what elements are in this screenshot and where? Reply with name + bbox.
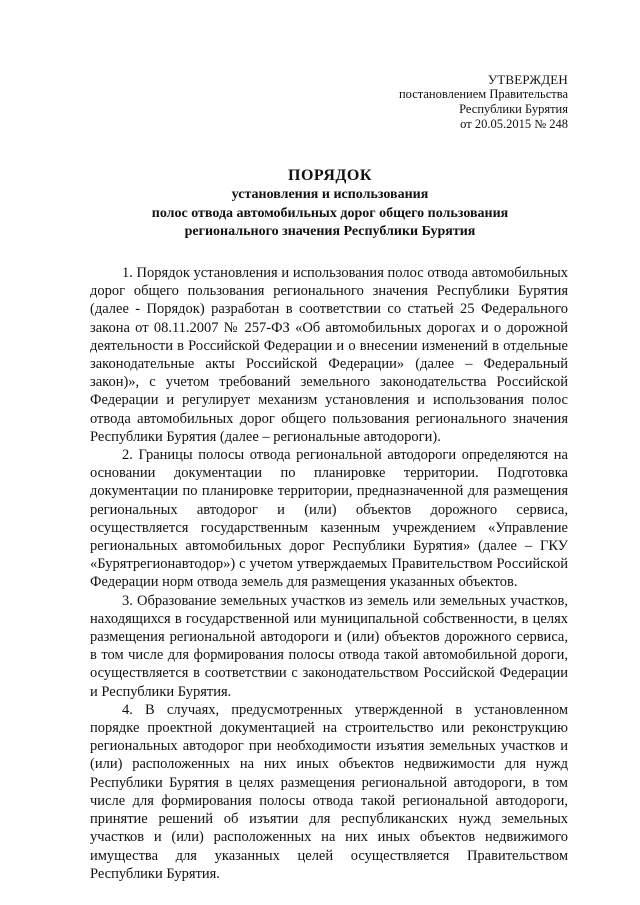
approval-stamp (399, 72, 568, 132)
title-main: ПОРЯДОК (288, 167, 372, 184)
document-body (90, 264, 568, 883)
approval-date-number: от 20.05.2015 № 248 (460, 117, 568, 131)
title-line: установления и использования (231, 187, 429, 202)
paragraph-4: 4. В случаях, предусмотренных утвержденной в установленном порядке проектной документацией на строительство или реконструкцию региональных автодорог при необходимости изъятия земельных участков и (или) расположенных на них иных объектов недвижимости для нужд Республики Бурятия в целях размещения региональной автодороги, в том числе для формирования полосы отвода такой региональной автодороги, принятие решений об изъятии для республиканских нужд земельных участков и (или) расположенных на них иных объектов недвижимого имущества для указанных целей осуществляется Правительством Республики Бурятия. (90, 701, 568, 882)
approval-decree: постановлением Правительства (398, 87, 568, 101)
document-title (60, 166, 600, 242)
paragraph-1: 1. Порядок установления и использования полос отвода автомобильных дорог общего пользования регионального значения Республики Бурятия (далее - Порядок) разработан в соответствии со статьей 25 Федерального закона от 08.11.2007 № 257-ФЗ «Об автомобильных дорогах и о дорожной деятельности в Российской Федерации и о внесении изменений в отдельные законодательные акты Российской Федерации» (далее – Федеральный закон)», с учетом требований земельного законодательства Российской Федерации и регулирует механизм установления и использования полос отвода автомобильных дорог общего пользования регионального значения Республики Бурятия (далее – региональные автодороги). (90, 265, 568, 445)
paragraph-3: 3. Образование земельных участков из земель или земельных участков, находящихся в государственной или муниципальной собственности, в целях размещения региональной автодороги и (или) объектов дорожного сервиса, в том числе для формирования полосы отвода такой автомобильной дороги, осуществляется в соответствии с законодательством Российской Федерации и Республики Бурятия. (90, 592, 568, 700)
title-line: полос отвода автомобильных дорог общего пользования (151, 205, 509, 221)
title-line: регионального значения Республики Бурятия (184, 224, 476, 239)
approval-republic: Республики Бурятия (459, 102, 568, 116)
approval-heading: УТВЕРЖДЕН (487, 72, 568, 87)
paragraph-2: 2. Границы полосы отвода региональной автодороги определяются на основании документации по планировке территории. Подготовка документации по планировке территории, предназначенной для размещения региональных автодорог и (или) объектов дорожного сервиса, осуществляется государственным казенным учреждением «Управление региональных автомобильных дорог Республики Бурятия» (далее – ГКУ «Бурятрегионавтодор») с учетом утверждаемых Правительством Российской Федерации норм отвода земель для размещения указанных объектов. (90, 447, 568, 591)
